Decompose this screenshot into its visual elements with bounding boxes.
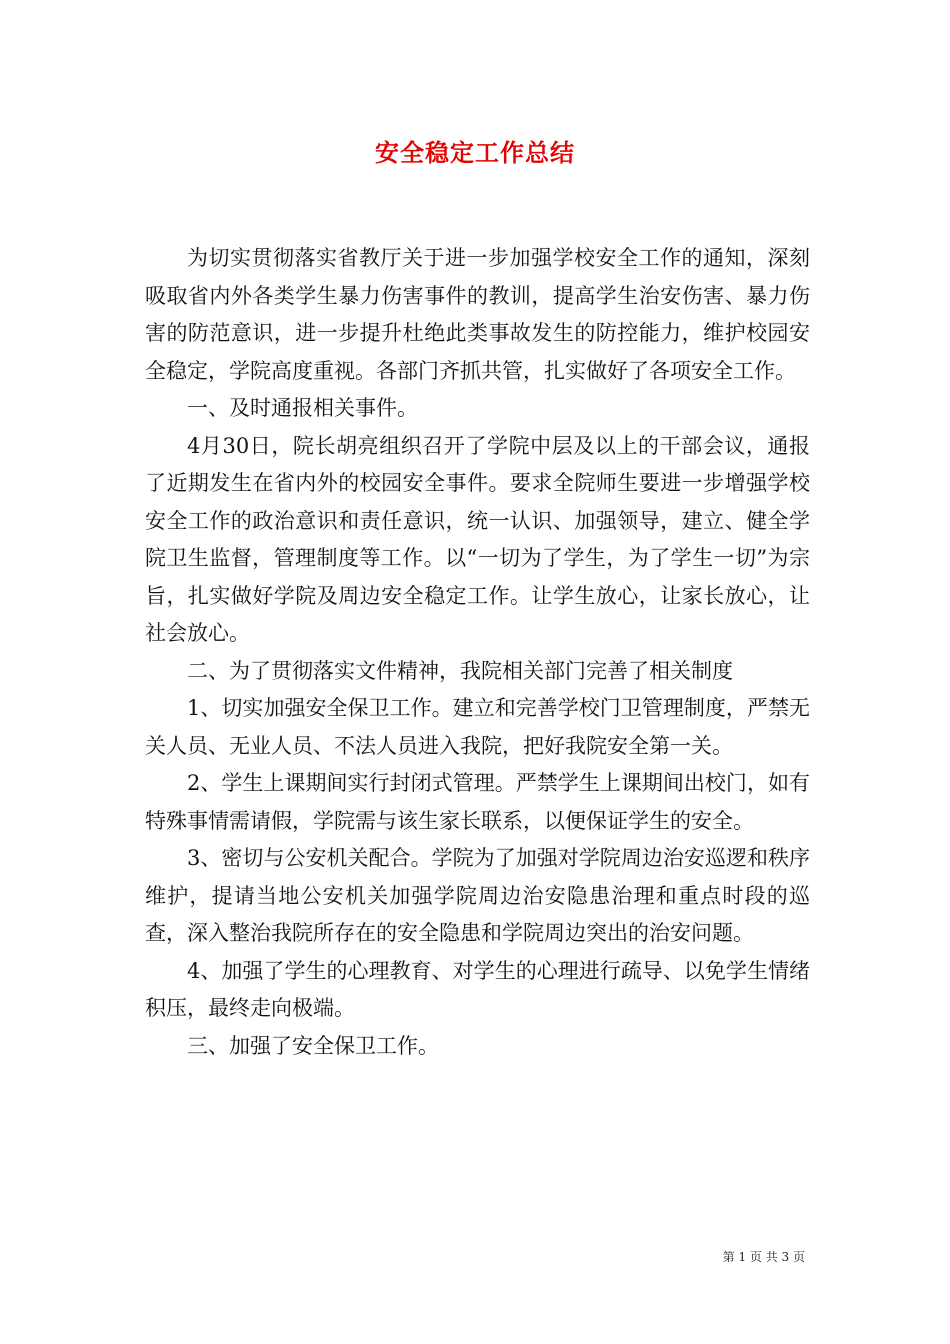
section-2-item-1: 1、切实加强安全保卫工作。建立和完善学校门卫管理制度，严禁无关人员、无业人员、不法人员进入我院，把好我院安全第一关。	[145, 696, 810, 758]
document-body	[145, 240, 810, 1065]
section-1-heading: 一、及时通报相关事件。	[187, 396, 418, 420]
section-1-paragraph: 4月30日，院长胡亮组织召开了学院中层及以上的干部会议，通报了近期发生在省内外的校园安全事件。要求全院师生要进一步增强学校安全工作的政治意识和责任意识，统一认识、加强领导，建立、健全学院卫生监督，管理制度等工作。以“一切为了学生，为了学生一切”为宗旨，扎实做好学院及周边安全稳定工作。让学生放心，让家长放心，让社会放心。	[145, 433, 810, 645]
section-2-heading: 二、为了贯彻落实文件精神，我院相关部门完善了相关制度	[187, 658, 733, 683]
section-3-heading: 三、加强了安全保卫工作。	[187, 1033, 439, 1058]
document-title: 安全稳定工作总结	[375, 139, 575, 167]
section-2-item-2: 2、学生上课期间实行封闭式管理。严禁学生上课期间出校门，如有特殊事情需请假，学院需与该生家长联系，以便保证学生的安全。	[145, 771, 810, 833]
page-number-footer: 第 1 页 共 3 页	[722, 1250, 805, 1264]
section-2-item-3: 3、密切与公安机关配合。学院为了加强对学院周边治安巡逻和秩序维护，提请当地公安机关加强学院周边治安隐患治理和重点时段的巡查，深入整治我院所存在的安全隐患和学院周边突出的治安问题。	[145, 846, 810, 945]
section-2-item-4: 4、加强了学生的心理教育、对学生的心理进行疏导、以免学生情绪积压，最终走向极端。	[145, 958, 810, 1020]
intro-paragraph: 为切实贯彻落实省教厅关于进一步加强学校安全工作的通知，深刻吸取省内外各类学生暴力伤害事件的教训，提高学生治安伤害、暴力伤害的防范意识，进一步提升杜绝此类事故发生的防控能力，维护校园安全稳定，学院高度重视。各部门齐抓共管，扎实做好了各项安全工作。	[145, 246, 810, 383]
